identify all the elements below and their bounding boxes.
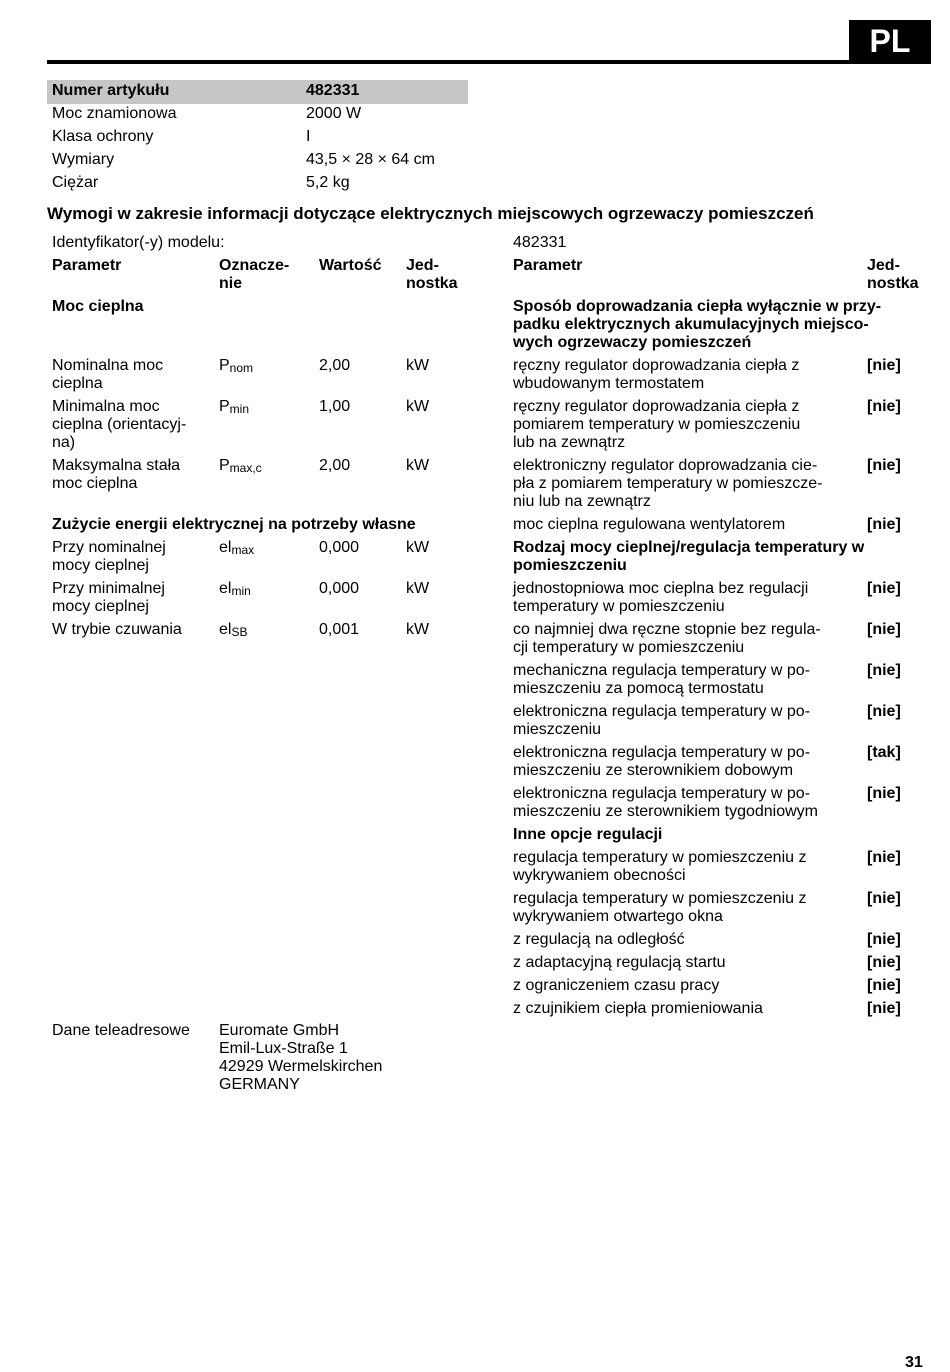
- aux-value: 0,001: [319, 621, 360, 638]
- spec-label: Moc znamionowa: [52, 105, 177, 122]
- heat-unit: kW: [406, 398, 430, 415]
- left-header-unit: Jed- nostka: [406, 257, 458, 292]
- top-rule: [47, 60, 931, 64]
- aux-param: Przy minimalnej mocy cieplnej: [52, 580, 165, 615]
- left-header-symbol: Oznacze- nie: [219, 257, 290, 292]
- heat-symbol: $P_{nom}$: [219, 357, 254, 375]
- right-header-unit: Jed- nostka: [867, 257, 919, 292]
- heat-input-text: ręczny regulator doprowadzania ciepła z pomiarem temperatury w pomieszczeniu lub na zewnątrz: [513, 398, 801, 451]
- heat-input-text: ręczny regulator doprowadzania ciepła z wbudowanym termostatem: [513, 357, 800, 392]
- other-text: z adaptacyjną regulacją startu: [513, 954, 726, 971]
- control-text: elektroniczna regulacja temperatury w po- mieszczeniu: [513, 703, 811, 738]
- heat-output-title: Moc cieplna: [52, 298, 144, 315]
- contact-label: Dane teleadresowe: [52, 1022, 190, 1039]
- heat-input-value: [nie]: [867, 516, 901, 533]
- aux-unit: kW: [406, 621, 430, 638]
- other-value: [nie]: [867, 890, 901, 907]
- aux-symbol: $el_{SB}$: [219, 621, 248, 639]
- page-number: 31: [905, 1354, 923, 1371]
- spec-value: I: [306, 128, 311, 145]
- control-text: elektroniczna regulacja temperatury w po- mieszczeniu ze sterownikiem tygodniowym: [513, 785, 818, 820]
- aux-symbol: $el_{min}$: [219, 580, 251, 598]
- heat-unit: kW: [406, 457, 430, 474]
- other-text: z czujnikiem ciepła promieniowania: [513, 1000, 763, 1017]
- spec-value: 5,2 kg: [306, 174, 350, 191]
- control-text: co najmniej dwa ręczne stopnie bez regula- cji temperatury w pomieszczeniu: [513, 621, 821, 656]
- heat-input-text: moc cieplna regulowana wentylatorem: [513, 516, 786, 533]
- control-value: [tak]: [867, 744, 901, 761]
- spec-label: Wymiary: [52, 151, 115, 168]
- heat-input-value: [nie]: [867, 457, 901, 474]
- control-value: [nie]: [867, 703, 901, 720]
- other-text: z ograniczeniem czasu pracy: [513, 977, 720, 994]
- aux-unit: kW: [406, 539, 430, 556]
- heat-param: Minimalna moc cieplna (orientacyj- na): [52, 398, 187, 451]
- other-value: [nie]: [867, 977, 901, 994]
- right-header-param: Parametr: [513, 257, 583, 274]
- aux-param: W trybie czuwania: [52, 621, 182, 638]
- heat-symbol: $P_{min}$: [219, 398, 250, 416]
- control-text: jednostopniowa moc cieplna bez regulacji temperatury w pomieszczeniu: [513, 580, 809, 615]
- aux-symbol: $el_{max}$: [219, 539, 255, 557]
- heat-value: 2,00: [319, 357, 351, 374]
- spec-label: Klasa ochrony: [52, 128, 154, 145]
- heat-value: 2,00: [319, 457, 351, 474]
- heat-param: Maksymalna stała moc cieplna: [52, 457, 181, 492]
- model-id-label: Identyfikator(-y) modelu:: [52, 234, 225, 251]
- heat-unit: kW: [406, 357, 430, 374]
- left-header-value: Wartość: [319, 257, 382, 274]
- other-title: Inne opcje regulacji: [513, 826, 663, 843]
- other-value: [nie]: [867, 849, 901, 866]
- other-value: [nie]: [867, 954, 901, 971]
- control-title: Rodzaj mocy cieplnej/regulacja temperatury w pomieszczeniu: [513, 539, 865, 574]
- aux-unit: kW: [406, 580, 430, 597]
- control-text: mechaniczna regulacja temperatury w po- mieszczeniu za pomocą termostatu: [513, 662, 811, 697]
- heat-value: 1,00: [319, 398, 351, 415]
- section-title: Wymogi w zakresie informacji dotyczące elektrycznych miejscowych ogrzewaczy pomieszczeń: [47, 204, 814, 223]
- spec-header-label: Numer artykułu: [52, 82, 170, 99]
- language-badge: PL: [849, 20, 931, 63]
- spec-value: 43,5 × 28 × 64 cm: [306, 151, 435, 168]
- control-value: [nie]: [867, 662, 901, 679]
- aux-title: Zużycie energii elektrycznej na potrzeby własne: [52, 516, 416, 533]
- control-value: [nie]: [867, 580, 901, 597]
- heat-input-text: elektroniczny regulator doprowadzania cie- pła z pomiarem temperatury w pomieszcze- niu lub na zewnątrz: [513, 457, 823, 510]
- model-id-value: 482331: [513, 234, 567, 251]
- heat-input-title: Sposób doprowadzania ciepła wyłącznie w przy- padku elektrycznych akumulacyjnych miejsco- wych ogrzewaczy pomieszczeń: [513, 298, 882, 351]
- heat-input-value: [nie]: [867, 398, 901, 415]
- aux-value: 0,000: [319, 580, 360, 597]
- contact-address: Euromate GmbH Emil-Lux-Straße 1 42929 Wermelskirchen GERMANY: [219, 1022, 383, 1093]
- spec-value: 2000 W: [306, 105, 362, 122]
- other-text: z regulacją na odległość: [513, 931, 685, 948]
- heat-param: Nominalna moc cieplna: [52, 357, 164, 392]
- spec-header-value: 482331: [306, 82, 360, 99]
- spec-label: Ciężar: [52, 174, 99, 191]
- aux-value: 0,000: [319, 539, 360, 556]
- control-value: [nie]: [867, 621, 901, 638]
- other-text: regulacja temperatury w pomieszczeniu z wykrywaniem obecności: [513, 849, 807, 884]
- other-text: regulacja temperatury w pomieszczeniu z wykrywaniem otwartego okna: [513, 890, 807, 925]
- heat-input-value: [nie]: [867, 357, 901, 374]
- aux-param: Przy nominalnej mocy cieplnej: [52, 539, 166, 574]
- control-text: elektroniczna regulacja temperatury w po- mieszczeniu ze sterownikiem dobowym: [513, 744, 811, 779]
- heat-symbol: $P_{max,c}$: [219, 457, 262, 475]
- other-value: [nie]: [867, 931, 901, 948]
- control-value: [nie]: [867, 785, 901, 802]
- left-header-param: Parametr: [52, 257, 122, 274]
- other-value: [nie]: [867, 1000, 901, 1017]
